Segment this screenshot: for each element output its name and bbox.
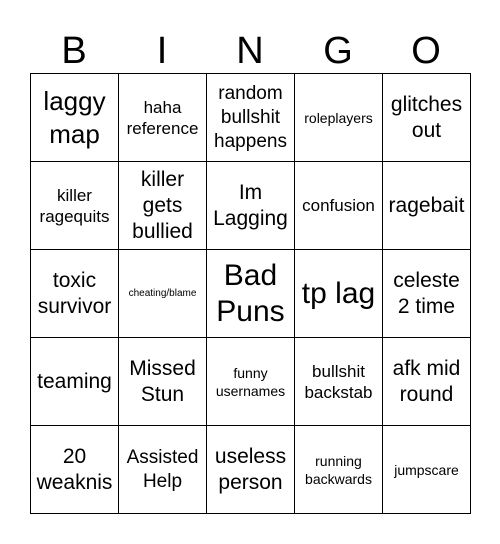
bingo-cell[interactable]: [383, 338, 471, 426]
bingo-cell[interactable]: [383, 426, 471, 514]
cell-text: Bad Puns: [216, 258, 285, 328]
cell-text: killer ragequits: [39, 185, 110, 226]
bingo-cell[interactable]: [31, 74, 119, 162]
cell-text: Assisted Help: [126, 446, 199, 492]
header-letter-g: G: [323, 30, 353, 72]
header-letter-o: O: [411, 30, 441, 72]
cell-text: laggy map: [43, 85, 106, 149]
cell-text: useless person: [214, 444, 287, 494]
bingo-cell[interactable]: [207, 162, 295, 250]
bingo-cell[interactable]: [31, 250, 119, 338]
bingo-cell[interactable]: [207, 338, 295, 426]
bingo-grid: [30, 73, 471, 514]
bingo-cell[interactable]: [295, 426, 383, 514]
bingo-cell[interactable]: [119, 338, 207, 426]
header-letter-n: N: [236, 30, 264, 72]
bingo-cell[interactable]: [31, 338, 119, 426]
cell-text: Missed Stun: [129, 356, 196, 406]
bingo-cell[interactable]: [295, 250, 383, 338]
cell-text: random bullshit happens: [214, 82, 287, 152]
bingo-cell[interactable]: [31, 162, 119, 250]
cell-text: jumpscare: [394, 461, 459, 478]
bingo-cell[interactable]: [295, 74, 383, 162]
cell-text: glitches out: [390, 92, 463, 142]
bingo-cell[interactable]: [207, 250, 295, 338]
cell-text: 20 weaknis: [36, 444, 113, 494]
bingo-cell[interactable]: [207, 426, 295, 514]
bingo-cell[interactable]: [295, 162, 383, 250]
cell-text: celeste 2 time: [393, 268, 460, 318]
cell-text: running backwards: [305, 452, 372, 487]
cell-text: Im Lagging: [213, 180, 288, 230]
cell-text: haha reference: [126, 97, 199, 138]
bingo-cell[interactable]: [119, 162, 207, 250]
bingo-cell[interactable]: [119, 426, 207, 514]
cell-text: bullshit backstab: [304, 361, 373, 402]
header-letter-i: I: [156, 30, 168, 72]
cell-text: afk mid round: [392, 356, 461, 406]
cell-text: teaming: [37, 369, 112, 393]
header-letter-b: B: [61, 30, 87, 72]
cell-text: funny usernames: [215, 364, 286, 399]
bingo-header: [30, 30, 470, 72]
bingo-cell[interactable]: [207, 74, 295, 162]
cell-text: toxic survivor: [37, 268, 112, 318]
cell-text: ragebait: [388, 193, 465, 217]
cell-text: confusion: [302, 196, 375, 215]
bingo-cell[interactable]: [295, 338, 383, 426]
bingo-cell[interactable]: [119, 74, 207, 162]
bingo-cell[interactable]: [383, 74, 471, 162]
cell-text: killer gets bullied: [132, 167, 193, 243]
bingo-cell[interactable]: [383, 162, 471, 250]
bingo-cell[interactable]: [31, 426, 119, 514]
cell-text: tp lag: [301, 276, 376, 310]
cell-text: cheating/blame: [128, 287, 197, 299]
bingo-cell[interactable]: [383, 250, 471, 338]
cell-text: roleplayers: [304, 109, 373, 126]
bingo-cell[interactable]: [119, 250, 207, 338]
